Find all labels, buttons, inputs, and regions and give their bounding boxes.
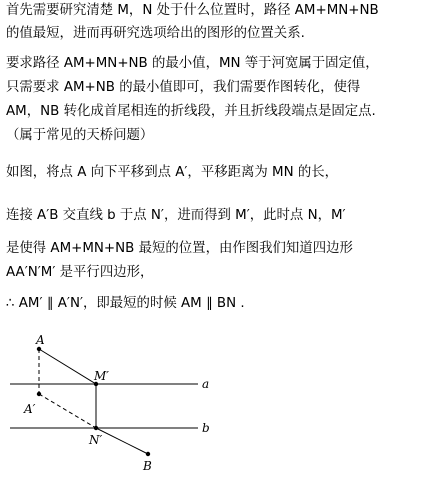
- geometry-figure: [0, 330, 448, 481]
- label-M-prime: M′: [94, 369, 110, 383]
- segment-A-prime-N-prime-dashed: [39, 394, 96, 428]
- text-line-5: AM，NB 转化成首尾相连的折线段，并且折线段端点是固定点.: [6, 104, 376, 119]
- text-line-9: 是使得 AM+MN+NB 最短的位置，由作图我们知道四边形: [6, 241, 353, 256]
- text-line-10: AA′N′M′ 是平行四边形，: [6, 265, 154, 280]
- text-line-6: （属于常见的天桥问题）: [6, 128, 154, 143]
- text-line-11: ∴ AM′ ∥ A′N′，即最短的时候 AM ∥ BN .: [6, 296, 245, 311]
- point-N-prime: [94, 426, 98, 430]
- segment-AM-prime: [39, 349, 96, 384]
- label-B: B: [143, 459, 152, 473]
- text-line-3: 要求路径 AM+MN+NB 的最小值，MN 等于河宽属于固定值，: [6, 56, 379, 71]
- text-line-4: 只需要求 AM+NB 的最小值即可，我们需要作图转化，使得: [6, 80, 361, 95]
- label-line-a: a: [202, 377, 210, 391]
- label-A-prime: A′: [24, 402, 36, 416]
- point-B: [146, 452, 150, 456]
- point-A-prime: [37, 392, 41, 396]
- label-line-b: b: [202, 421, 210, 435]
- label-A: A: [36, 333, 45, 347]
- text-line-2: 的值最短，进而再研究选项给出的图形的位置关系.: [6, 26, 305, 41]
- label-N-prime: N′: [89, 433, 103, 447]
- point-A: [37, 347, 41, 351]
- segment-N-prime-B: [96, 428, 148, 454]
- text-line-1: 首先需要研究清楚 M，N 处于什么位置时，路径 AM+MN+NB: [6, 3, 379, 18]
- text-line-7: 如图，将点 A 向下平移到点 A′，平移距离为 MN 的长，: [6, 165, 339, 180]
- text-line-8: 连接 A′B 交直线 b 于点 N′，进而得到 M′，此时点 N，M′: [6, 208, 346, 223]
